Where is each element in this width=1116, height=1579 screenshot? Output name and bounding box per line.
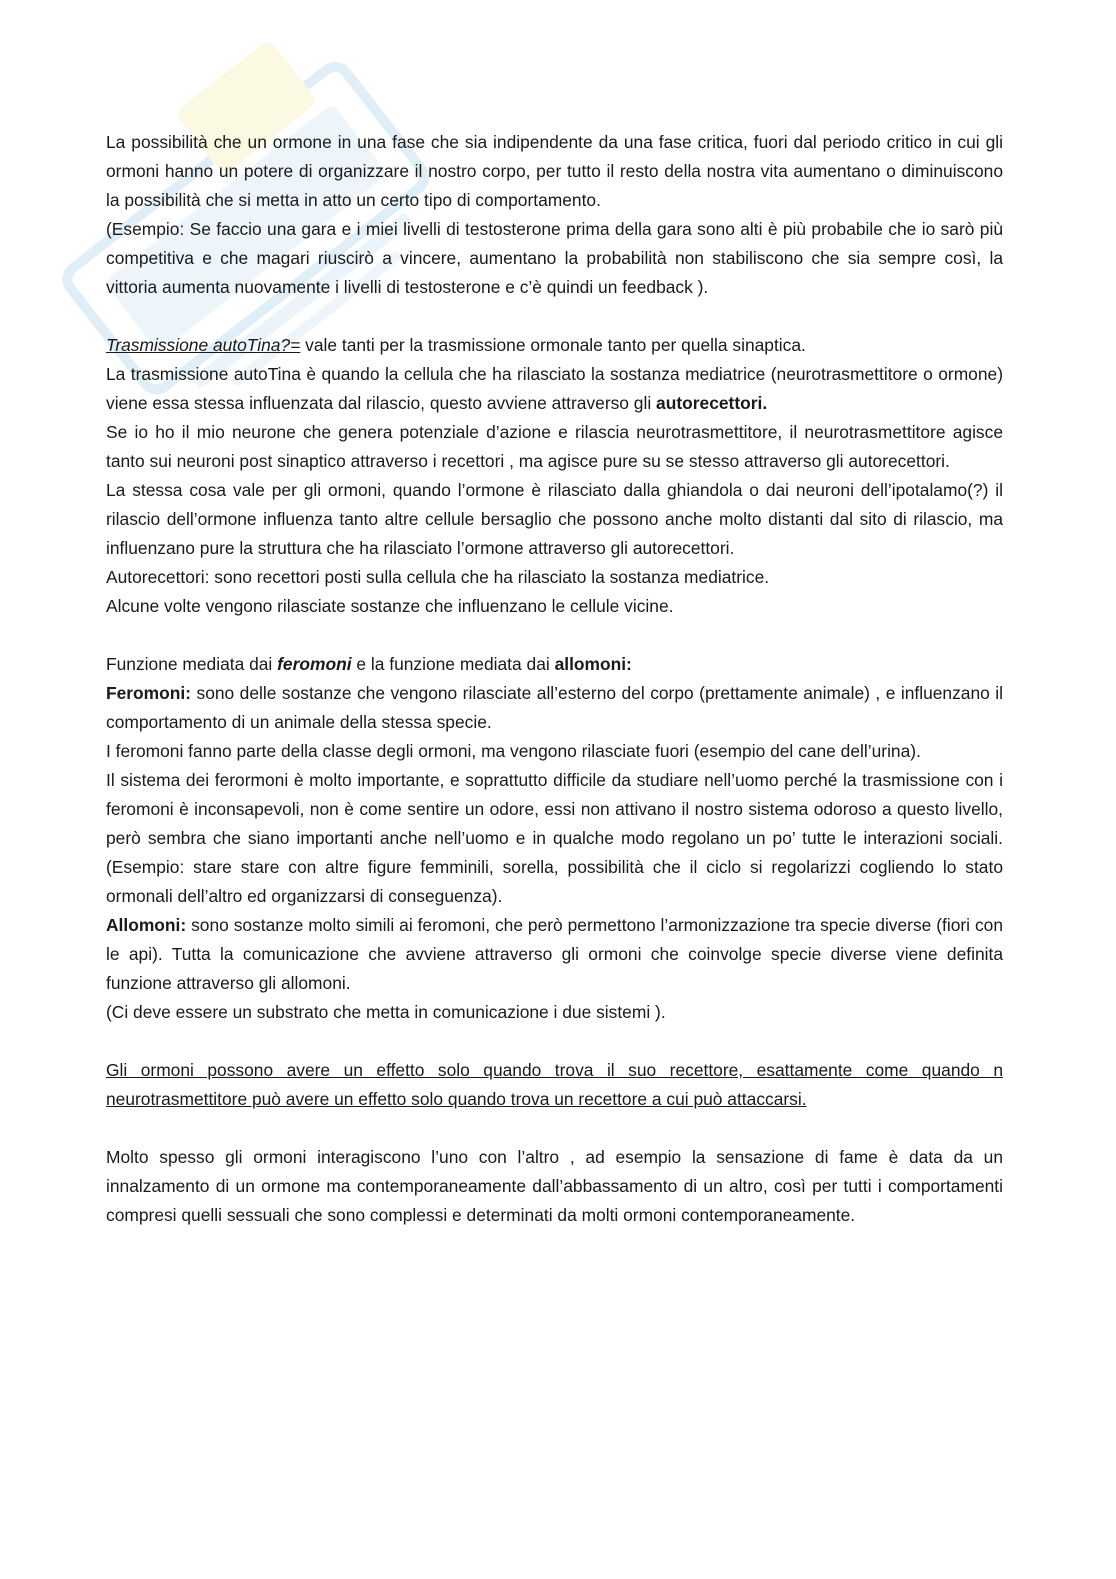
paragraph-5: Se io ho il mio neurone che genera potenziale d’azione e rilascia neurotrasmettitore, il neurotrasmettitore agisce tanto sui neuroni post sinaptico attraverso i recettori , ma agisce pure su se stesso attraverso gli autorecettori. xyxy=(106,422,1003,471)
paragraph-11: I feromoni fanno parte della classe degli ormoni, ma vengono rilasciate fuori (esempio del cane dell’urina). xyxy=(106,741,921,761)
paragraph-6: La stessa cosa vale per gli ormoni, quando l’ormone è rilasciato dalla ghiandola o dai neuroni dell’ipotalamo(?) il rilascio dell’ormone influenza tanto altre cellule bersaglio che possono anche molto distanti dal sito di rilascio, ma influenzano pure la struttura che ha rilasciato l’ormone attraverso gli autorecettori. xyxy=(106,480,1003,558)
paragraph-13: Allomoni: sono sostanze molto simili ai feromoni, che però permettono l’armonizzazione tra specie diverse (fiori con le api). Tutta la comunicazione che avviene attraverso gli ormoni che coinvolge specie diverse viene definita funzione attraverso gli allomoni. xyxy=(106,915,1003,993)
link-trasmissione[interactable]: Trasmissione autoTina?= xyxy=(106,335,301,355)
paragraph-16: Molto spesso gli ormoni interagiscono l’uno con l’altro , ad esempio la sensazione di fame è data da un innalzamento di un ormone ma contemporaneamente dall’abbassamento di un altro, così per tutti i comportamenti compresi quelli sessuali che sono complessi e determinati da molti ormoni contemporaneamente. xyxy=(106,1147,1003,1225)
paragraph-1: La possibilità che un ormone in una fase che sia indipendente da una fase critica, fuori dal periodo critico in cui gli ormoni hanno un potere di organizzare il nostro corpo, per tutto il resto della nostra vita aumentano o diminuiscono la possibilità che si metta in atto un certo tipo di comportamento. xyxy=(106,132,1003,210)
document-body xyxy=(106,128,1003,1230)
paragraph-12: Il sistema dei ferormoni è molto importante, e soprattutto difficile da studiare nell’uomo perché la trasmissione con i feromoni è inconsapevoli, non è come sentire un odore, essi non attivano il nostro sistema odoroso a questo livello, però sembra che siano importanti anche nell’uomo e in qualche modo regolano un po’ tutte le interazioni sociali. (Esempio: stare stare con altre figure femminili, sorella, possibilità che il ciclo si regolarizzi cogliendo lo stato ormonali dell’altro ed organizzarsi di conseguenza). xyxy=(106,770,1003,906)
paragraph-4: La trasmissione autoTina è quando la cellula che ha rilasciato la sostanza mediatrice (neurotrasmettitore o ormone) viene essa stessa influenzata dal rilascio, questo avviene attraverso gli autorecettori. xyxy=(106,364,1003,413)
paragraph-9: Funzione mediata dai feromoni e la funzione mediata dai allomoni: xyxy=(106,654,632,674)
paragraph-10: Feromoni: sono delle sostanze che vengono rilasciate all’esterno del corpo (prettamente animale) , e influenzano il comportamento di un animale della stessa specie. xyxy=(106,683,1003,732)
paragraph-8: Alcune volte vengono rilasciate sostanze che influenzano le cellule vicine. xyxy=(106,596,674,616)
paragraph-2: (Esempio: Se faccio una gara e i miei livelli di testosterone prima della gara sono alti è più probabile che io sarò più competitiva e che magari riuscirò a vincere, aumentano la probabilità non stabiliscono che sia sempre così, la vittoria aumenta nuovamente i livelli di testosterone e c’è quindi un feedback ). xyxy=(106,219,1003,297)
paragraph-15: Gli ormoni possono avere un effetto solo quando trova il suo recettore, esattamente come quando n neurotrasmettitore può avere un effetto solo quando trova un recettore a cui può attaccarsi. xyxy=(106,1060,1003,1109)
paragraph-7: Autorecettori: sono recettori posti sulla cellula che ha rilasciato la sostanza mediatrice. xyxy=(106,567,770,587)
paragraph-14: (Ci deve essere un substrato che metta in comunicazione i due sistemi ). xyxy=(106,1002,666,1022)
paragraph-3: Trasmissione autoTina?= vale tanti per la trasmissione ormonale tanto per quella sinaptica. xyxy=(106,335,806,355)
